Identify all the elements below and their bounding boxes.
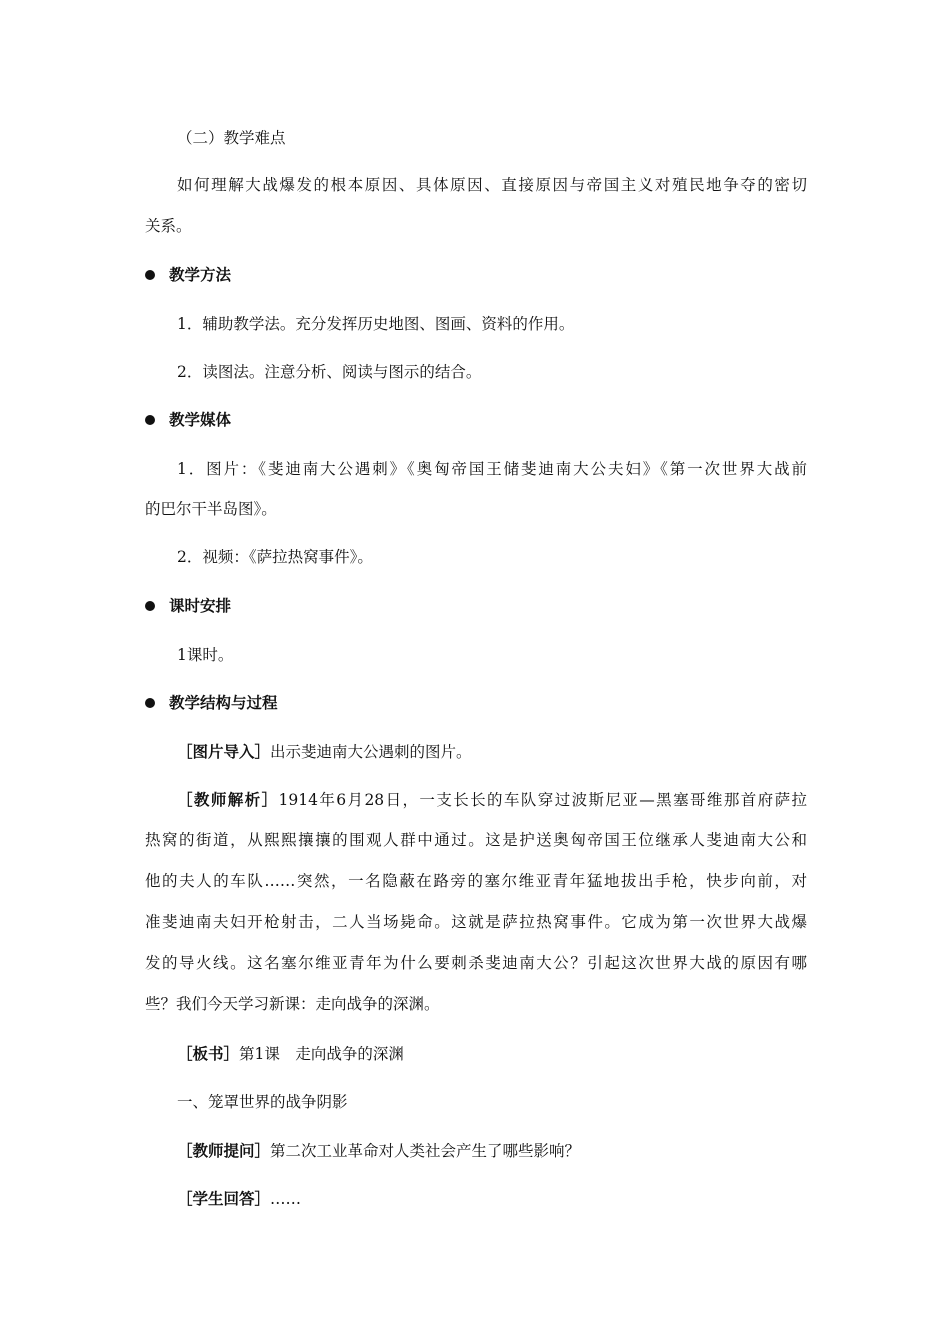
- process-heading-text: 教学结构与过程: [169, 694, 278, 712]
- difficulty-paragraph-line-2: 关系。: [145, 217, 192, 235]
- teacher-analysis-line-6: 些？我们今天学习新课：走向战争的深渊。: [145, 995, 440, 1013]
- section-1-heading: 一、笼罩世界的战争阴影: [177, 1093, 348, 1111]
- media-item-2: 2．视频：《萨拉热窝事件》。: [177, 548, 373, 566]
- media-heading-text: 教学媒体: [169, 411, 232, 429]
- board-note: [177, 1043, 807, 1065]
- methods-item-1: 1．辅助教学法。充分发挥历史地图、图画、资料的作用。: [177, 315, 575, 333]
- student-answer-text: ……: [270, 1190, 302, 1208]
- board-tag: ［板书］: [177, 1045, 240, 1063]
- difficulty-heading: （二）教学难点: [177, 129, 286, 147]
- media-item-1-line-2: 的巴尔干半岛图》。: [145, 500, 277, 518]
- teacher-question-text: 第二次工业革命对人类社会产生了哪些影响？: [270, 1142, 581, 1160]
- teacher-analysis-text-1: 1914年6月28日，一支长长的车队穿过波斯尼亚—黑塞哥维那首府萨拉: [278, 791, 807, 809]
- teacher-analysis-line-3: 他的夫人的车队……突然，一名隐蔽在路旁的塞尔维亚青年猛地拔出手枪，快步向前，对: [145, 872, 807, 890]
- difficulty-paragraph-line-1: 如何理解大战爆发的根本原因、具体原因、直接原因与帝国主义对殖民地争夺的密切: [177, 176, 807, 194]
- teacher-question-tag: ［教师提问］: [177, 1142, 271, 1160]
- methods-heading-text: 教学方法: [169, 266, 232, 284]
- bullet-icon: [145, 415, 155, 425]
- bullet-icon: [145, 698, 155, 708]
- media-heading: [145, 409, 807, 431]
- teacher-analysis-line-2: 热窝的街道，从熙熙攘攘的围观人群中通过。这是护送奥匈帝国王位继承人斐迪南大公和: [145, 831, 807, 849]
- picture-intro-tag: ［图片导入］: [177, 743, 271, 761]
- teacher-analysis-tag: ［教师解析］: [177, 791, 279, 809]
- picture-intro-text: 出示斐迪南大公遇刺的图片。: [270, 743, 472, 761]
- methods-item-2: 2．读图法。注意分析、阅读与图示的结合。: [177, 363, 482, 381]
- bullet-icon: [145, 601, 155, 611]
- teacher-question: [177, 1140, 807, 1162]
- student-answer-tag: ［学生回答］: [177, 1190, 271, 1208]
- teacher-analysis-line-5: 发的导火线。这名塞尔维亚青年为什么要刺杀斐迪南大公？引起这次世界大战的原因有哪: [145, 954, 807, 972]
- board-text: 第1课 走向战争的深渊: [239, 1045, 404, 1063]
- schedule-heading-text: 课时安排: [169, 597, 232, 615]
- teacher-analysis-line-1: [177, 789, 807, 811]
- schedule-heading: [145, 595, 807, 617]
- teacher-analysis-line-4: 准斐迪南夫妇开枪射击，二人当场毙命。这就是萨拉热窝事件。它成为第一次世界大战爆: [145, 913, 807, 931]
- schedule-text: 1课时。: [177, 646, 234, 664]
- media-item-1-line-1: 1．图片：《斐迪南大公遇刺》《奥匈帝国王储斐迪南大公夫妇》《第一次世界大战前: [177, 460, 807, 478]
- process-heading: [145, 692, 807, 714]
- student-answer: [177, 1188, 807, 1210]
- picture-intro: [177, 741, 807, 763]
- methods-heading: [145, 264, 807, 286]
- bullet-icon: [145, 270, 155, 280]
